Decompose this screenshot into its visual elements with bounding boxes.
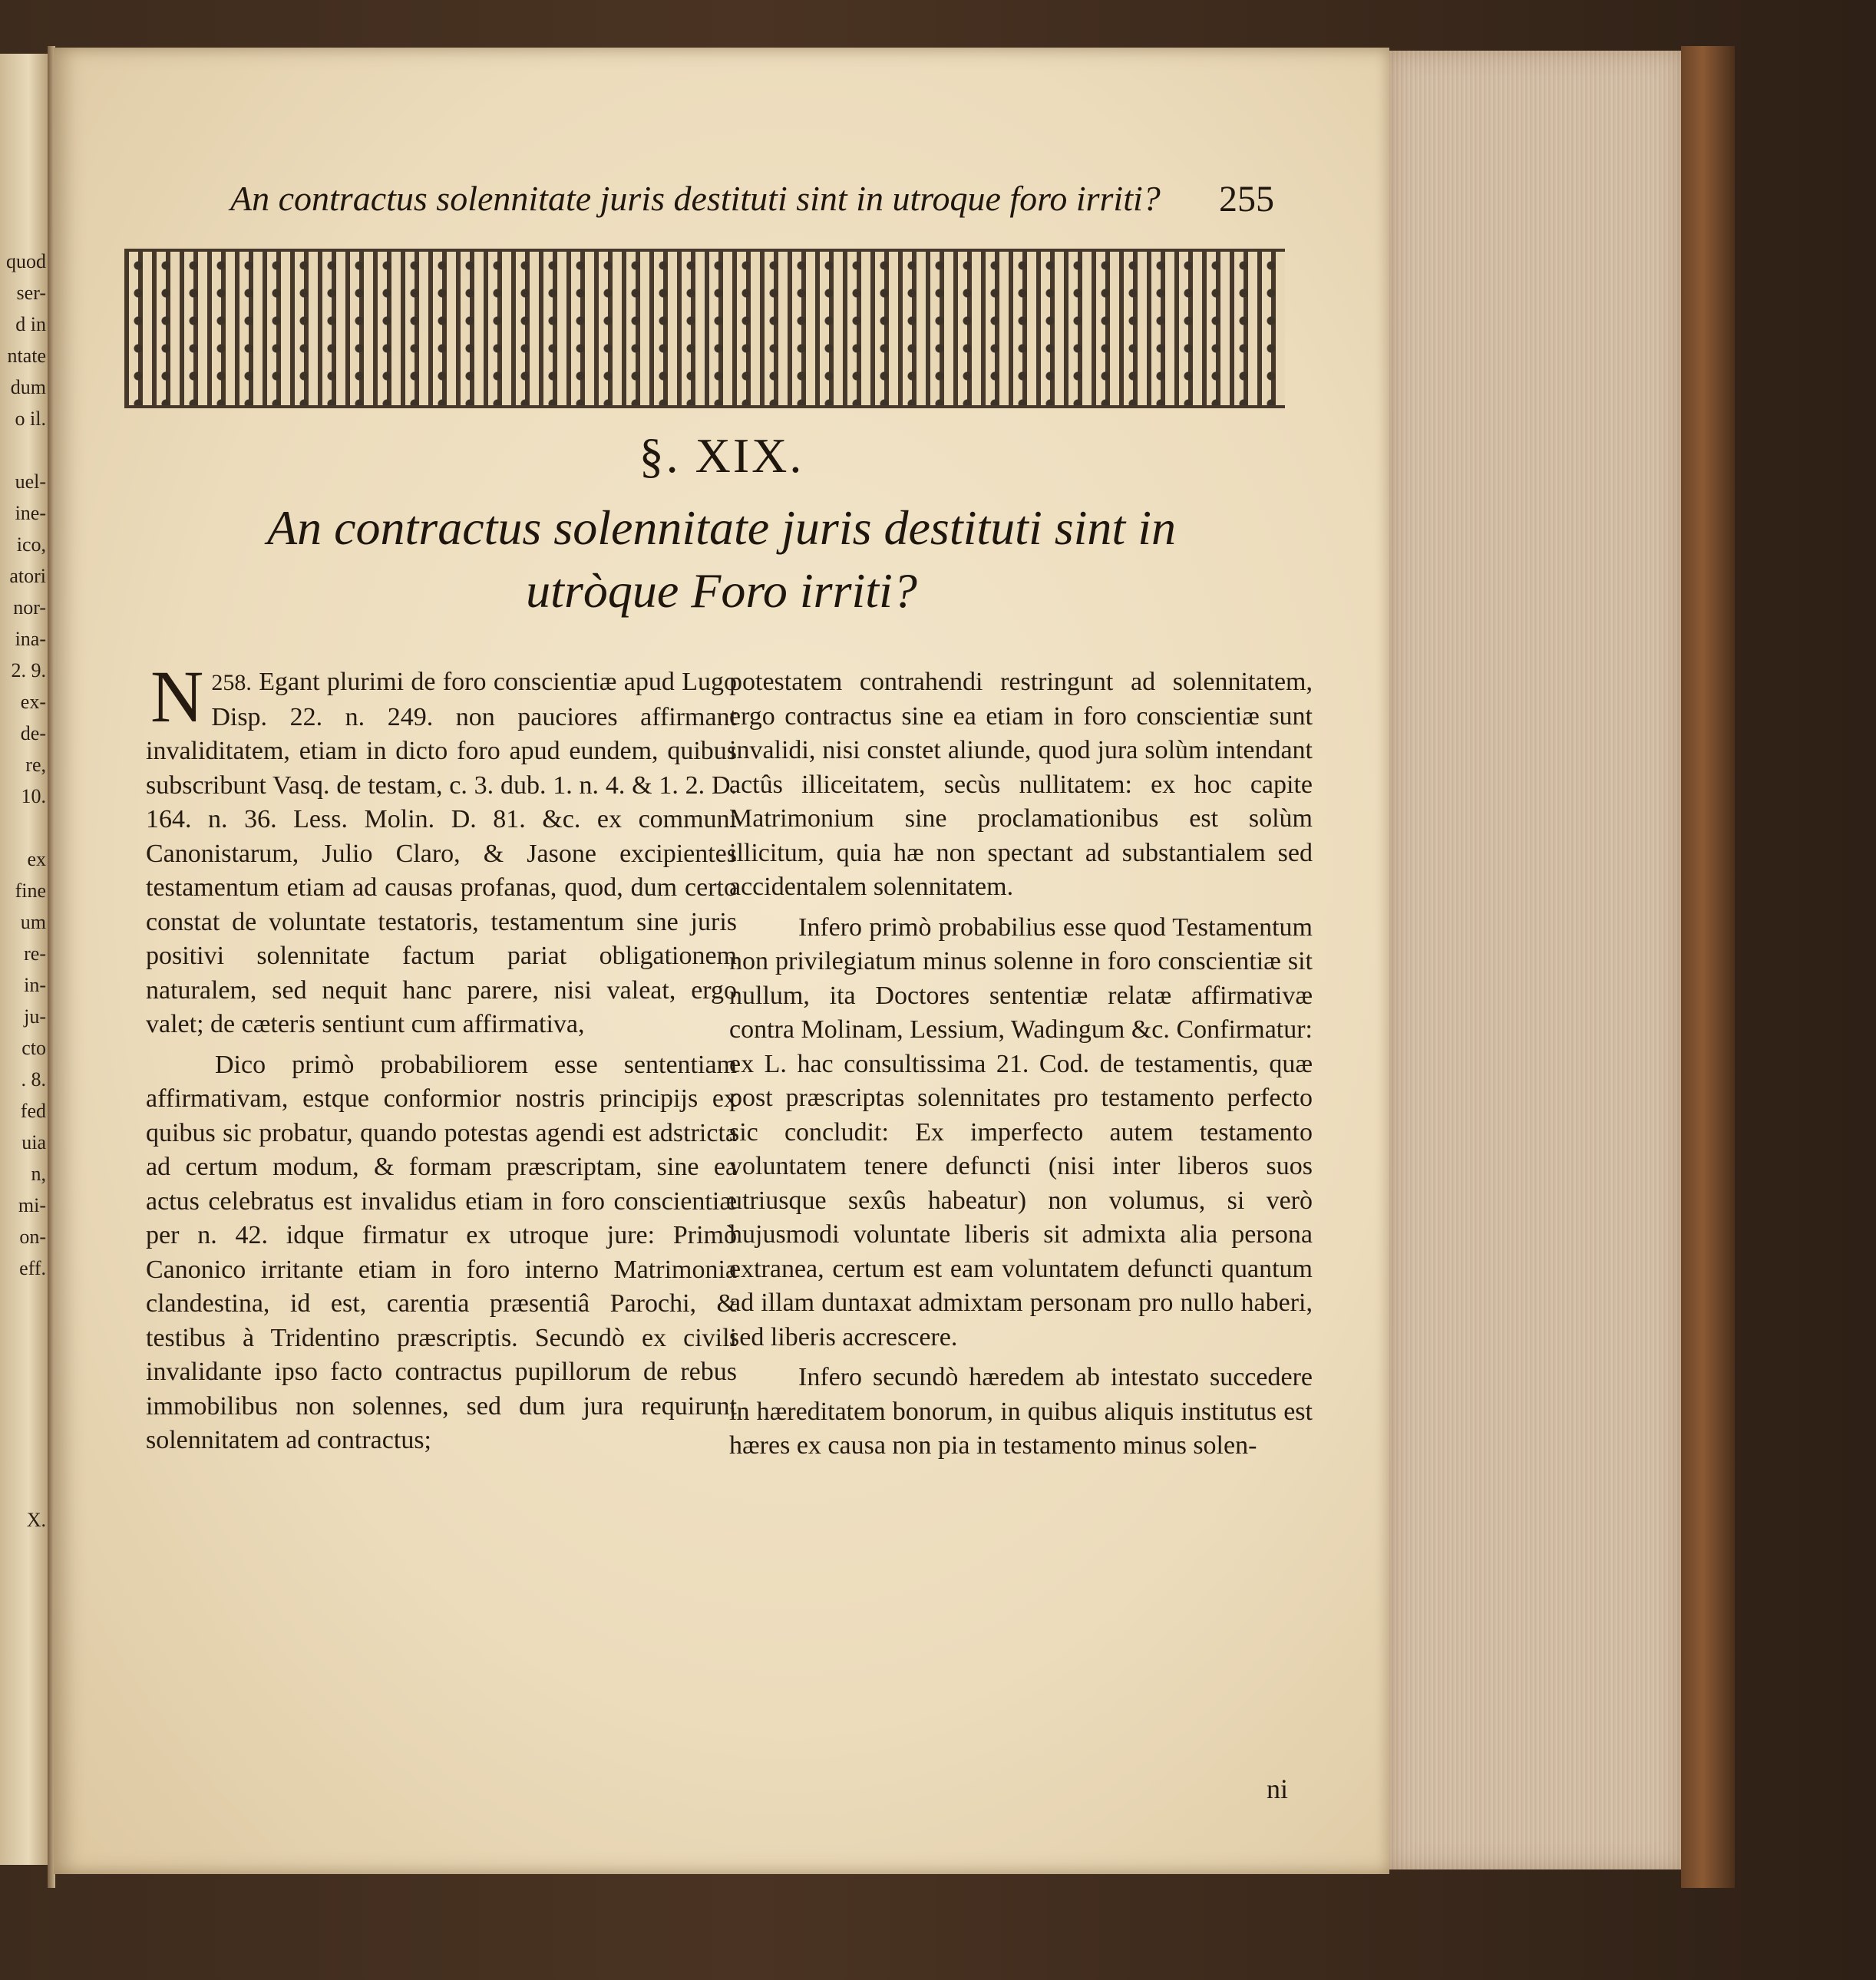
- left-margin-fragment: ina-: [15, 628, 46, 650]
- left-margin-fragment: ico,: [16, 533, 46, 556]
- left-margin-fragment: cto: [21, 1037, 46, 1059]
- left-margin-fragment: de-: [20, 722, 46, 744]
- paragraph-258: [146, 655, 738, 1042]
- left-margin-fragment: uel-: [15, 470, 46, 493]
- left-margin-fragment: on-: [19, 1226, 46, 1248]
- left-margin-fragment: quod: [6, 250, 46, 272]
- left-page-edge: [0, 54, 50, 1865]
- left-margin-fragment: ser-: [16, 282, 46, 304]
- fore-edge: [1389, 51, 1681, 1869]
- section-number: §. XIX.: [639, 428, 804, 483]
- left-margin-fragment: 2. 9.: [11, 659, 46, 681]
- catchword: ni: [1267, 1774, 1289, 1804]
- left-margin-fragment: [2, 1378, 46, 1410]
- left-margin-fragment: [2, 1410, 46, 1441]
- left-margin-fragment: [2, 1284, 46, 1315]
- left-margin-fragment: atori: [9, 565, 46, 587]
- left-margin-fragment: . 8.: [21, 1068, 46, 1091]
- paragraph-infero-secundo: Infero secundò hæredem ab intestato succedere in hæreditatem bonorum, in quibus aliquis institutus est hæres ex causa non pia in testamento minus solen-: [729, 1363, 1313, 1460]
- running-head: [230, 178, 1274, 224]
- left-margin-fragment: in-: [24, 974, 46, 996]
- left-margin-fragment: eff.: [19, 1257, 46, 1279]
- left-margin-fragment: [2, 1315, 46, 1347]
- paragraph-dico-primo: Dico primò probabiliorem esse sententiam affirmativam, estque conformior nostris principijs ex quibus sic probatur, quando potestas agendi est adstricta ad certum modum, & formam præscriptam, sine ea actus celebratus est invalidus etiam in foro conscientiæ per n. 42. idque firmatur ex utroque jure: Primò Canonico irritante etiam in foro interno Matrimonia clandestina, id est, carentia præsentiâ Parochi, & testibus à Tridentino præscriptis. Secundò ex civili invalidante ipso facto contractus pupillorum de rebus immobilibus non solennes, sed dum jura requirunt solennitatem ad contractus;: [146, 1050, 737, 1454]
- left-margin-fragment: ex-: [20, 691, 46, 713]
- running-title: An contractus solennitate juris destituti sint in utroque foro irriti?: [230, 179, 1161, 218]
- left-margin-fragment: uia: [21, 1131, 46, 1153]
- paragraph-infero-primo: Infero primò probabilius esse quod Testamentum non privilegiatum minus solenne in foro conscientiæ sit nullum, ita Doctores sententiæ relatæ affirmativæ contra Molinam, Lessium, Wadingum &c. Confirmatur: ex L. hac consultissima 21. Cod. de testamentis, quæ post præscriptas solennitates pro testamento perfecto sic concludit: Ex imperfecto autem testamento voluntatem tenere defuncti (nisi inter liberos suos utriusque sexûs habeatur) non volumus, si verò hujusmodi voluntate liberis sit admixta alia persona extranea, certum est eam voluntatem defuncti quantum ad illam duntaxat admixtam personam pro nullo haberi, sed liberis accrescere.: [729, 912, 1313, 1351]
- page: [54, 48, 1389, 1874]
- left-margin-fragment: ine-: [15, 502, 46, 524]
- left-margin-fragment: ex: [27, 848, 46, 870]
- left-margin-fragment: d in: [15, 313, 46, 335]
- left-column: [146, 655, 738, 1464]
- right-column: [729, 665, 1313, 1470]
- left-margin-fragment: mi-: [18, 1194, 46, 1216]
- left-page-text-fragments: [2, 246, 46, 1536]
- ornamental-headpiece: [124, 249, 1285, 408]
- section-title-line-1: An contractus solennitate juris destituti sint in: [267, 500, 1176, 555]
- left-margin-fragment: fine: [15, 879, 46, 902]
- drop-cap: N: [150, 655, 204, 738]
- paragraph-number: 258.: [211, 670, 252, 695]
- left-margin-fragment: n,: [31, 1163, 46, 1185]
- left-margin-fragment: fed: [20, 1100, 46, 1122]
- left-margin-fragment: re-: [24, 942, 46, 965]
- section-title: [146, 497, 1297, 622]
- left-margin-fragment: o il.: [15, 408, 46, 430]
- left-margin-fragment: [2, 1441, 46, 1473]
- paragraph-continuation: potestatem contrahendi restringunt ad solennitatem, ergo contractus sine ea etiam in foro conscientiæ sunt invalidi, nisi constet aliunde, quod jura solùm intendant actûs illiceitatem, secùs nullitatem: ex hoc capite Matrimonium sine proclamationibus est solùm illicitum, quia hæ non spectant ad substantialem sed accidentalem solennitatem.: [729, 668, 1313, 901]
- left-margin-fragment: nor-: [13, 596, 46, 619]
- left-margin-fragment: [2, 812, 46, 843]
- left-margin-fragment: X.: [26, 1509, 46, 1531]
- left-margin-fragment: um: [20, 911, 46, 933]
- left-margin-fragment: [2, 1347, 46, 1378]
- left-margin-fragment: dum: [10, 376, 46, 398]
- left-margin-fragment: ntate: [7, 345, 46, 367]
- left-margin-fragment: 10.: [21, 785, 46, 807]
- paragraph-text: Egant plurimi de foro conscientiæ apud Lugo Disp. 22. n. 249. non pauciores affirmant invaliditatem, etiam in dicto foro apud eundem, quibus subscribunt Vasq. de testam, c. 3. dub. 1. n. 4. & 1. 2. D. 164. n. 36. Less. Molin. D. 81. &c. ex communi Canonistarum, Julio Claro, & Jasone excipientes testamentum etiam ad causas profanas, quod, dum certo constat de voluntate testatoris, testamentum sine juris positivi solennitate factum pariat obligationem naturalem, sed nequit hanc parere, nisi valeat, ergo valet; de cæteris sentiunt cum affirmativa,: [146, 668, 738, 1038]
- left-margin-fragment: re,: [25, 754, 46, 776]
- page-number: 255: [1219, 179, 1274, 219]
- left-margin-fragment: [2, 434, 46, 466]
- section-title-line-2: utròque Foro irriti?: [526, 563, 917, 618]
- book-cover: [1681, 46, 1735, 1888]
- left-margin-fragment: ju-: [24, 1005, 46, 1028]
- left-margin-fragment: [2, 1473, 46, 1504]
